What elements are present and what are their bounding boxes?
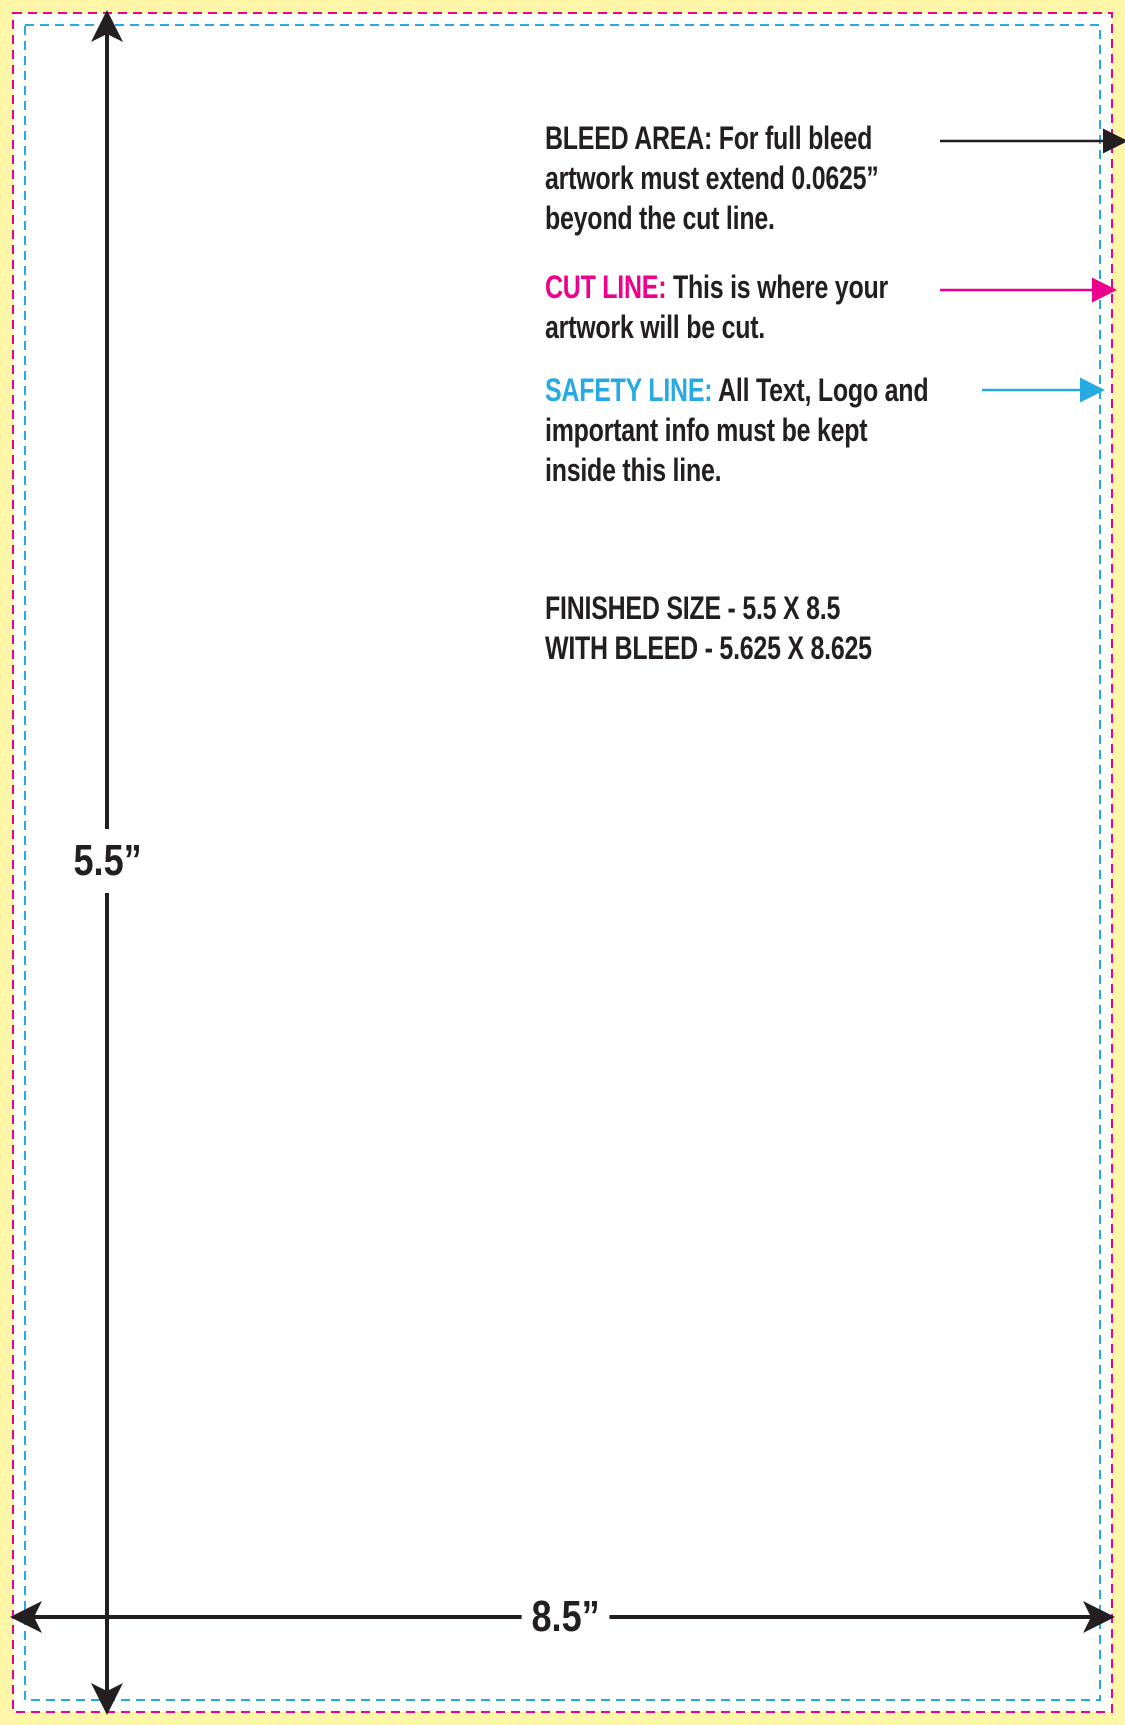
bleed-legend-line3: beyond the cut line. <box>545 200 775 236</box>
bleed-legend-line2: artwork must extend 0.0625” <box>545 160 879 196</box>
safety-legend-line1: SAFETY LINE: All Text, Logo and <box>545 372 929 408</box>
bleed-legend-label: BLEED AREA: <box>545 120 713 156</box>
bleed-size: WITH BLEED - 5.625 X 8.625 <box>545 630 872 666</box>
safety-legend-line2: important info must be kept <box>545 412 868 448</box>
width-dimension-label: 8.5” <box>522 1591 610 1643</box>
cut-legend-line1: CUT LINE: This is where your <box>545 269 888 305</box>
cut-legend <box>545 267 985 347</box>
bleed-legend-line1: BLEED AREA: For full bleed <box>545 120 873 156</box>
safety-legend <box>545 370 1036 490</box>
bleed-legend <box>545 118 973 238</box>
safety-legend-label: SAFETY LINE: <box>545 372 713 408</box>
cut-legend-label: CUT LINE: <box>545 269 667 305</box>
safety-legend-line3: inside this line. <box>545 452 722 488</box>
height-dimension-label: 5.5” <box>73 829 141 893</box>
finished-size: FINISHED SIZE - 5.5 X 8.5 <box>545 590 841 626</box>
cut-legend-line2: artwork will be cut. <box>545 309 766 345</box>
size-info <box>545 588 964 668</box>
